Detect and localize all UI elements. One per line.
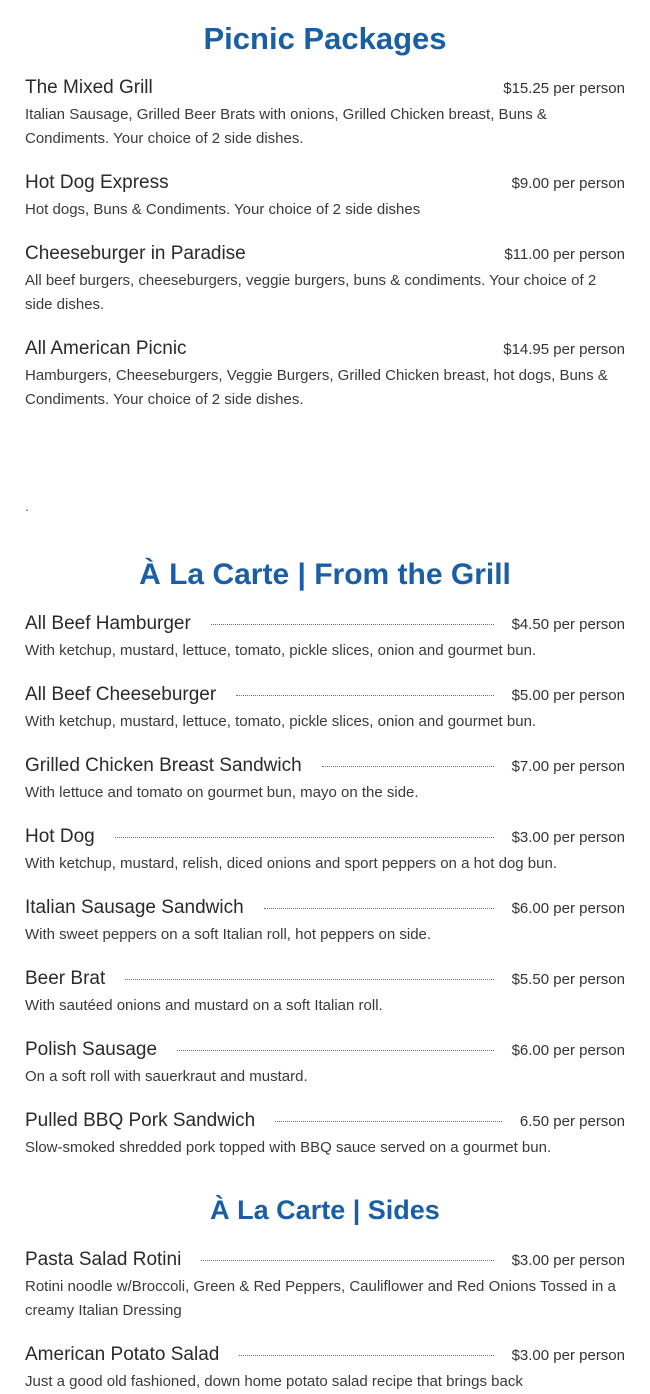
menu-item [25,1110,625,1160]
section-title-sides: À La Carte | Sides [210,1195,440,1225]
menu-item [25,755,625,805]
item-name: Italian Sausage Sandwich [25,897,244,918]
item-description: Hot dogs, Buns & Condiments. Your choice of 2 side dishes [25,201,421,218]
item-name: All Beef Cheeseburger [25,684,217,705]
menu-item [25,897,625,947]
menu-item [25,77,625,151]
item-description: With ketchup, mustard, lettuce, tomato, pickle slices, onion and gourmet bun. [25,713,537,730]
item-name: Hot Dog Express [25,172,169,193]
item-description: With lettuce and tomato on gourmet bun, mayo on the side. [25,784,419,801]
item-description: Italian Sausage, Grilled Beer Brats with onions, Grilled Chicken breast, Buns & Condiments. Your choice of 2 side dishes. [25,106,547,147]
item-price: $5.50 per person [511,971,625,988]
dotted-leader [239,1355,493,1356]
menu-item [25,1039,625,1089]
menu-item [25,1344,625,1394]
menu-item [25,338,625,412]
item-description: On a soft roll with sauerkraut and mustard. [25,1068,308,1085]
item-price: 6.50 per person [519,1113,625,1130]
dotted-leader [322,766,494,767]
item-price: $4.50 per person [511,616,625,633]
item-description: Hamburgers, Cheeseburgers, Veggie Burgers, Grilled Chicken breast, hot dogs, Buns & Condiments. Your choice of 2 side dishes. [25,367,608,408]
item-name: American Potato Salad [25,1344,220,1365]
dotted-leader [275,1121,502,1122]
item-price: $9.00 per person [511,175,625,192]
item-name: Beer Brat [25,968,106,989]
menu-item [25,826,625,876]
dotted-leader [201,1260,493,1261]
dotted-leader [264,908,494,909]
item-price: $3.00 per person [511,1347,625,1364]
dotted-leader [125,979,493,980]
item-description: With ketchup, mustard, relish, diced onions and sport peppers on a hot dog bun. [25,855,557,872]
section-title-from-the-grill: À La Carte | From the Grill [139,558,511,591]
item-price: $7.00 per person [511,758,625,775]
item-name: All Beef Hamburger [25,613,191,634]
item-price: $3.00 per person [511,1252,625,1269]
item-price: $6.00 per person [511,1042,625,1059]
menu-item [25,684,625,734]
item-name: Pulled BBQ Pork Sandwich [25,1110,256,1131]
item-name: Grilled Chicken Breast Sandwich [25,755,302,776]
dotted-leader [211,624,494,625]
item-name: All American Picnic [25,338,187,359]
menu-item [25,243,625,317]
item-price: $11.00 per person [504,246,625,263]
menu-item [25,172,625,222]
item-name: The Mixed Grill [25,77,153,98]
item-price: $5.00 per person [511,687,625,704]
dotted-leader [236,695,493,696]
item-name: Pasta Salad Rotini [25,1249,182,1270]
menu-item [25,1249,625,1323]
dotted-leader [177,1050,494,1051]
item-description: With sweet peppers on a soft Italian roll, hot peppers on side. [25,926,432,943]
menu-item [25,613,625,663]
item-price: $14.95 per person [503,341,625,358]
item-description: With ketchup, mustard, lettuce, tomato, pickle slices, onion and gourmet bun. [25,642,537,659]
item-description: Slow-smoked shredded pork topped with BBQ sauce served on a gourmet bun. [25,1139,552,1156]
item-name: Hot Dog [25,826,95,847]
separator-mark: . [25,498,29,514]
item-description: Rotini noodle w/Broccoli, Green & Red Peppers, Cauliflower and Red Onions Tossed in a creamy Italian Dressing [25,1278,616,1319]
item-price: $3.00 per person [511,829,625,846]
dotted-leader [115,837,494,838]
item-name: Cheeseburger in Paradise [25,243,246,264]
section-title-picnic-packages: Picnic Packages [203,21,447,56]
menu-item [25,968,625,1018]
item-description: Just a good old fashioned, down home potato salad recipe that brings back [25,1373,523,1390]
item-price: $15.25 per person [503,80,625,97]
item-description: With sautéed onions and mustard on a soft Italian roll. [25,997,383,1014]
item-price: $6.00 per person [511,900,625,917]
item-name: Polish Sausage [25,1039,158,1060]
item-description: All beef burgers, cheeseburgers, veggie burgers, buns & condiments. Your choice of 2 side dishes. [25,272,597,313]
